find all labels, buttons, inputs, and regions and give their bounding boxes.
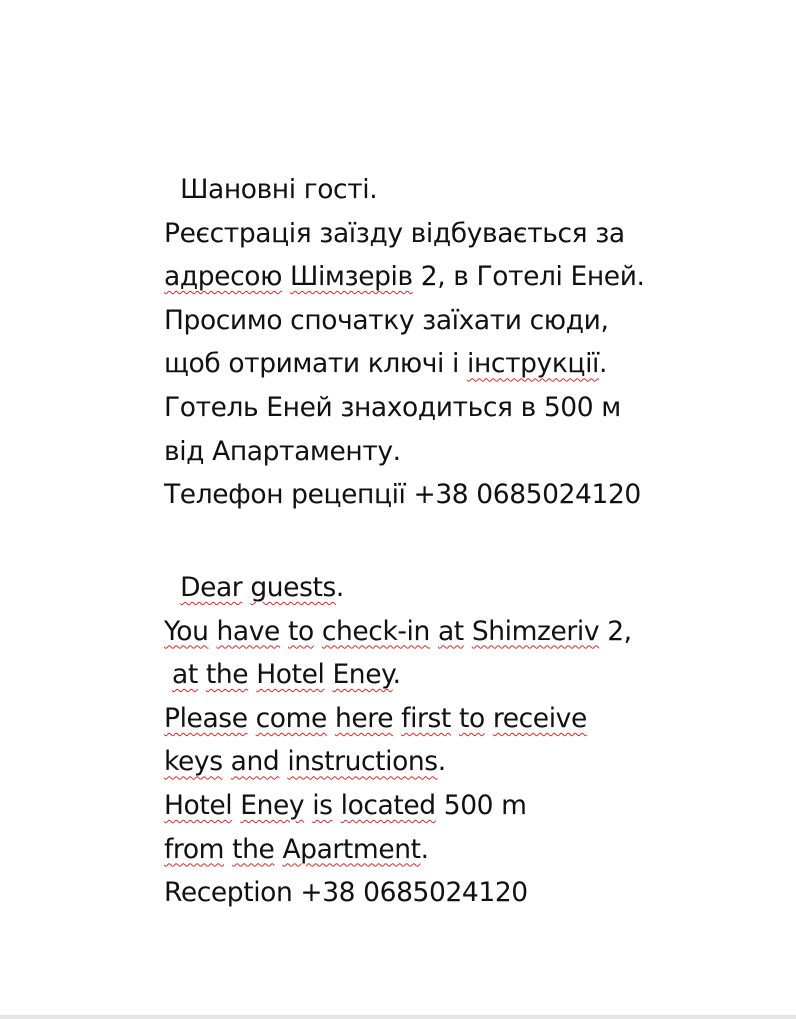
en-space	[304, 790, 312, 821]
en-period: .	[335, 572, 344, 603]
en-text: .	[392, 659, 401, 691]
en-word: You	[164, 615, 209, 647]
en-word: Please	[164, 702, 248, 734]
english-notice	[164, 566, 774, 915]
en-word: Eney	[332, 659, 393, 691]
en-space	[208, 616, 216, 647]
en-text: 2,	[599, 615, 632, 647]
ua-word-adresoyu: адресою	[164, 261, 282, 293]
en-word: Hotel	[164, 789, 233, 821]
en-word: located	[340, 789, 436, 821]
en-reception-line: Reception +38 0685024120	[164, 877, 528, 909]
en-line-6	[164, 784, 774, 828]
en-word: and	[230, 746, 280, 778]
en-word: from	[164, 833, 225, 865]
en-word: have	[216, 615, 280, 647]
en-word: check-in	[321, 615, 430, 647]
en-word: Eney	[240, 789, 305, 821]
ua-phone-line: Телефон рецепції +38 0685024120	[164, 479, 641, 511]
en-line-7	[164, 828, 774, 872]
en-space	[280, 616, 288, 647]
ua-line-3-rest: 2, в Готелі Еней.	[412, 261, 645, 293]
en-word: to	[458, 702, 485, 734]
ua-line-2: Реєстрація заїзду відбувається за	[164, 217, 625, 249]
en-word: first	[401, 702, 451, 734]
en-space	[485, 703, 493, 734]
en-line-2	[164, 610, 774, 654]
en-space	[430, 616, 438, 647]
ua-line-7: від Апартаменту.	[164, 435, 401, 467]
en-space	[314, 616, 322, 647]
en-text: .	[420, 833, 429, 865]
en-greeting-line	[164, 566, 774, 610]
ua-line-5	[164, 342, 774, 386]
page-bottom-edge	[0, 1015, 796, 1019]
en-word: here	[334, 702, 394, 734]
en-word: Apartment	[282, 833, 421, 865]
ua-greeting-line	[164, 168, 774, 212]
en-space	[393, 703, 401, 734]
en-line-4	[164, 697, 774, 741]
en-word: the	[232, 833, 275, 865]
ua-line-5-start: щоб отримати ключі і	[164, 348, 468, 380]
ua-greeting: Шановні гості.	[180, 174, 378, 205]
ua-word-shimzeriv: Шімзерів	[290, 261, 413, 293]
en-word: the	[205, 659, 249, 691]
en-space	[464, 616, 472, 647]
ua-line-3	[164, 255, 774, 299]
en-space	[327, 703, 335, 734]
en-word: receive	[492, 702, 587, 734]
ua-space	[282, 261, 290, 292]
ua-word-instruktsii: інструкції	[467, 348, 599, 380]
en-space	[223, 746, 231, 777]
ua-line-4: Просимо спочатку заїхати сюди,	[164, 304, 609, 336]
en-word-guests: guests	[250, 572, 336, 603]
en-line-5	[164, 740, 774, 784]
en-space	[451, 703, 459, 734]
ua-line-6: Готель Еней знаходиться в 500 м	[164, 391, 621, 423]
en-space	[333, 790, 341, 821]
en-word: at	[437, 615, 464, 647]
en-space	[248, 703, 256, 734]
en-word-dear: Dear	[180, 572, 243, 603]
en-line-3	[164, 653, 774, 697]
en-word: come	[255, 702, 327, 734]
en-space	[198, 659, 206, 690]
en-word: instructions	[287, 746, 438, 778]
en-text: .	[437, 746, 446, 778]
en-word: is	[312, 789, 333, 821]
en-word: Hotel	[256, 659, 325, 691]
en-word: at	[172, 659, 198, 691]
en-word: Shimzeriv	[471, 615, 600, 647]
ukrainian-notice	[164, 168, 774, 517]
en-text: 500 m	[435, 789, 527, 821]
en-space	[224, 834, 232, 865]
en-word: to	[287, 615, 314, 647]
en-word: keys	[164, 746, 223, 778]
ua-line-5-end: .	[599, 348, 608, 380]
